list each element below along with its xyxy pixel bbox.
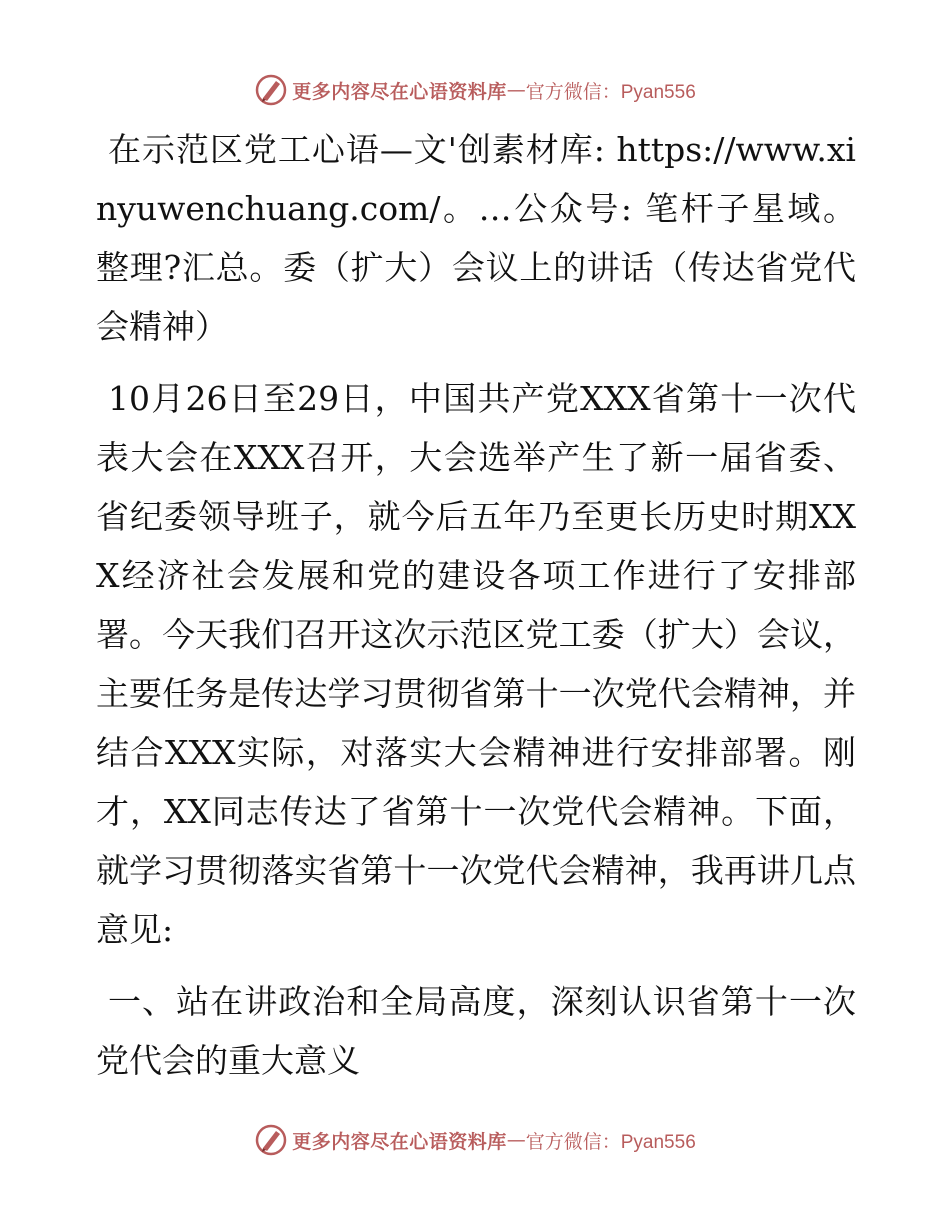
banner-contact: 官方微信：Pyan556: [525, 81, 696, 103]
footer-banner-separator: —: [506, 1129, 526, 1151]
banner-text: 更多内容尽在心语资料库: [292, 80, 507, 103]
paragraph-1: 10月26日至29日，中国共产党XXX省第十一次代表大会在XXX召开，大会选举产生了新一届省委、省纪委领导班子，就今后五年乃至更长历史时期XXX经济社会发展和党的建设各项工作进行了安排部署。今天我们召开这次示范区党工委（扩大）会议，主要任务是传达学习贯彻省第十一次党代会精神，并结合XXX实际，对落实大会精神进行安排部署。刚才，XX同志传达了省第十一次党代会精神。下面，就学习贯彻落实省第十一次党代会精神，我再讲几点意见:: [96, 379, 856, 949]
footer-banner-text: 更多内容尽在心语资料库: [292, 1130, 507, 1153]
footer-banner: [0, 1120, 950, 1160]
header-banner: [0, 70, 950, 110]
pen-circle-icon: [254, 73, 288, 107]
pen-circle-icon: [254, 1123, 288, 1157]
section-heading: 一、站在讲政治和全局高度，深刻认识省第十一次党代会的重大意义: [96, 982, 856, 1080]
banner-separator: —: [506, 79, 526, 101]
footer-banner-contact: 官方微信：Pyan556: [525, 1131, 696, 1153]
document-body: [96, 120, 856, 1090]
document-title: 在示范区党工心语—文'创素材库: https://www.xinyuwenchuang.com/。…公众号: 笔杆子星域。整理?汇总。委（扩大）会议上的讲话（传达省党代会精神）: [96, 130, 856, 346]
